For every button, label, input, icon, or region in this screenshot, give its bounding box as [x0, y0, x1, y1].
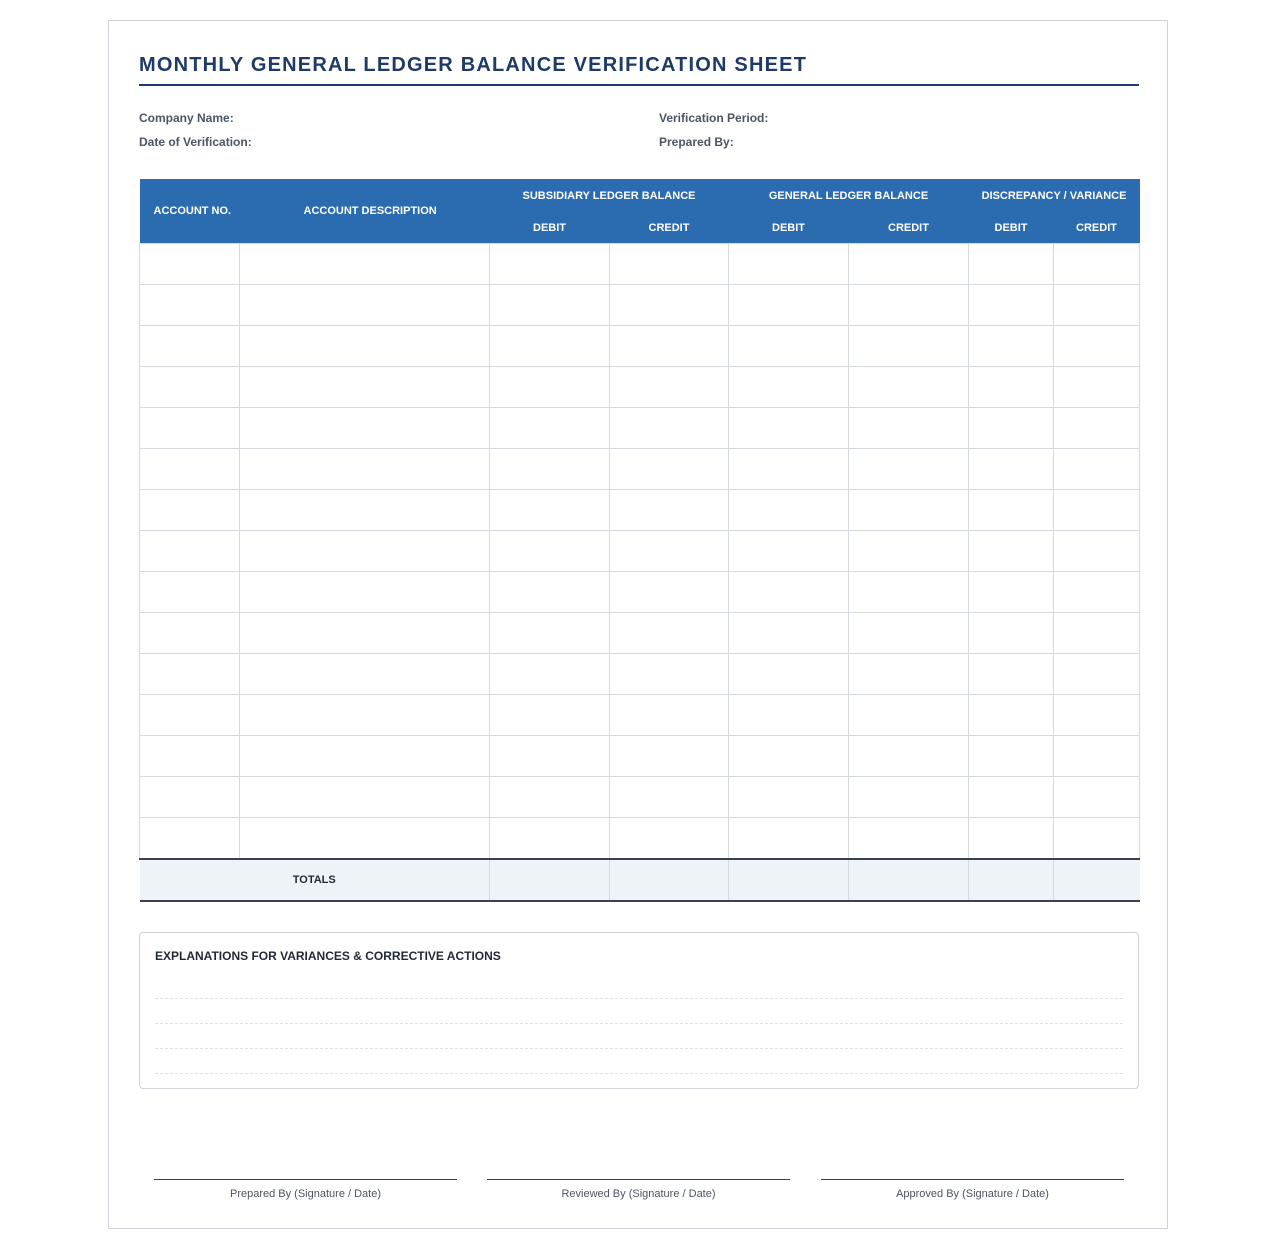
general-debit-cell[interactable]: [729, 449, 849, 490]
general-debit-cell[interactable]: [729, 531, 849, 572]
general-credit-cell[interactable]: [849, 285, 969, 326]
signature-line: [821, 1179, 1124, 1180]
header-discrepancy-debit: DEBIT: [969, 212, 1054, 244]
table-row: [140, 326, 1140, 367]
ledger-body: [140, 244, 1140, 860]
discrepancy-debit-cell[interactable]: [969, 449, 1054, 490]
account-description-cell[interactable]: [240, 285, 490, 326]
company-name-field[interactable]: Company Name:: [139, 111, 234, 125]
discrepancy-debit-cell[interactable]: [969, 531, 1054, 572]
total-subsidiary-debit[interactable]: [490, 859, 610, 901]
general-debit-cell[interactable]: [729, 490, 849, 531]
general-debit-cell[interactable]: [729, 777, 849, 818]
account-no-cell[interactable]: [140, 449, 240, 490]
account-description-cell[interactable]: [240, 654, 490, 695]
header-general-credit: CREDIT: [849, 212, 969, 244]
signature-line: [154, 1179, 457, 1180]
discrepancy-credit-cell[interactable]: [1054, 777, 1140, 818]
subsidiary-credit-cell[interactable]: [610, 408, 729, 449]
account-no-cell[interactable]: [140, 736, 240, 777]
discrepancy-debit-cell[interactable]: [969, 244, 1054, 285]
page-title: MONTHLY GENERAL LEDGER BALANCE VERIFICATION SHEET: [139, 54, 808, 76]
discrepancy-credit-cell[interactable]: [1054, 654, 1140, 695]
general-debit-cell[interactable]: [729, 695, 849, 736]
account-description-cell[interactable]: [240, 613, 490, 654]
total-subsidiary-credit[interactable]: [610, 859, 729, 901]
prepared-signature-label: Prepared By (Signature / Date): [229, 1188, 382, 1200]
explanation-line: [155, 998, 1123, 999]
account-no-cell[interactable]: [140, 531, 240, 572]
table-row: [140, 531, 1140, 572]
total-general-credit[interactable]: [849, 859, 969, 901]
subsidiary-credit-cell[interactable]: [610, 490, 729, 531]
discrepancy-credit-cell[interactable]: [1054, 285, 1140, 326]
subsidiary-debit-cell[interactable]: [490, 326, 610, 367]
table-row: [140, 490, 1140, 531]
account-no-cell[interactable]: [140, 695, 240, 736]
discrepancy-debit-cell[interactable]: [969, 367, 1054, 408]
discrepancy-credit-cell[interactable]: [1054, 490, 1140, 531]
general-credit-cell[interactable]: [849, 736, 969, 777]
account-description-cell[interactable]: [240, 490, 490, 531]
discrepancy-credit-cell[interactable]: [1054, 326, 1140, 367]
header-discrepancy-credit: CREDIT: [1054, 212, 1140, 244]
table-row: [140, 777, 1140, 818]
header-discrepancy-variance: DISCREPANCY / VARIANCE: [969, 179, 1140, 212]
general-debit-cell[interactable]: [729, 285, 849, 326]
discrepancy-debit-cell[interactable]: [969, 613, 1054, 654]
discrepancy-credit-cell[interactable]: [1054, 736, 1140, 777]
subsidiary-credit-cell[interactable]: [610, 531, 729, 572]
table-row: [140, 367, 1140, 408]
discrepancy-credit-cell[interactable]: [1054, 244, 1140, 285]
account-no-cell[interactable]: [140, 818, 240, 860]
subsidiary-credit-cell[interactable]: [610, 572, 729, 613]
general-credit-cell[interactable]: [849, 818, 969, 860]
approved-signature-block[interactable]: [821, 1179, 1124, 1200]
account-no-cell[interactable]: [140, 654, 240, 695]
general-credit-cell[interactable]: [849, 613, 969, 654]
total-discrepancy-debit[interactable]: [969, 859, 1054, 901]
verification-period-field[interactable]: Verification Period:: [659, 111, 769, 125]
account-no-cell[interactable]: [140, 408, 240, 449]
discrepancy-debit-cell[interactable]: [969, 777, 1054, 818]
general-credit-cell[interactable]: [849, 408, 969, 449]
reviewed-signature-label: Reviewed By (Signature / Date): [561, 1188, 716, 1200]
discrepancy-debit-cell[interactable]: [969, 695, 1054, 736]
general-debit-cell[interactable]: [729, 326, 849, 367]
signature-line: [487, 1179, 790, 1180]
general-debit-cell[interactable]: [729, 367, 849, 408]
account-no-cell[interactable]: [140, 777, 240, 818]
subsidiary-debit-cell[interactable]: [490, 695, 610, 736]
subsidiary-credit-cell[interactable]: [610, 326, 729, 367]
subsidiary-debit-cell[interactable]: [490, 244, 610, 285]
subsidiary-debit-cell[interactable]: [490, 777, 610, 818]
general-credit-cell[interactable]: [849, 572, 969, 613]
explanations-box[interactable]: [139, 932, 1139, 1089]
discrepancy-debit-cell[interactable]: [969, 490, 1054, 531]
date-of-verification-field[interactable]: Date of Verification:: [139, 135, 252, 149]
table-row: [140, 818, 1140, 860]
table-row: [140, 613, 1140, 654]
header-general-debit: DEBIT: [729, 212, 849, 244]
approved-signature-label: Approved By (Signature / Date): [896, 1188, 1049, 1200]
table-row: [140, 654, 1140, 695]
subsidiary-debit-cell[interactable]: [490, 654, 610, 695]
general-credit-cell[interactable]: [849, 777, 969, 818]
general-debit-cell[interactable]: [729, 736, 849, 777]
general-credit-cell[interactable]: [849, 654, 969, 695]
subsidiary-credit-cell[interactable]: [610, 654, 729, 695]
discrepancy-debit-cell[interactable]: [969, 572, 1054, 613]
discrepancy-credit-cell[interactable]: [1054, 818, 1140, 860]
discrepancy-credit-cell[interactable]: [1054, 408, 1140, 449]
account-description-cell[interactable]: [240, 531, 490, 572]
general-debit-cell[interactable]: [729, 244, 849, 285]
table-row: [140, 695, 1140, 736]
subsidiary-debit-cell[interactable]: [490, 367, 610, 408]
subsidiary-credit-cell[interactable]: [610, 695, 729, 736]
header-subsidiary-ledger-balance: SUBSIDIARY LEDGER BALANCE: [490, 179, 729, 212]
account-no-cell[interactable]: [140, 285, 240, 326]
general-credit-cell[interactable]: [849, 326, 969, 367]
account-description-cell[interactable]: [240, 326, 490, 367]
discrepancy-debit-cell[interactable]: [969, 818, 1054, 860]
subsidiary-debit-cell[interactable]: [490, 818, 610, 860]
subsidiary-credit-cell[interactable]: [610, 613, 729, 654]
account-no-cell[interactable]: [140, 572, 240, 613]
header-account-no: ACCOUNT NO.: [140, 179, 240, 244]
account-no-cell[interactable]: [140, 244, 240, 285]
subsidiary-credit-cell[interactable]: [610, 736, 729, 777]
title-divider: [139, 84, 1139, 86]
account-description-cell[interactable]: [240, 818, 490, 860]
discrepancy-debit-cell[interactable]: [969, 736, 1054, 777]
account-no-cell[interactable]: [140, 490, 240, 531]
discrepancy-credit-cell[interactable]: [1054, 531, 1140, 572]
ledger-table: [139, 179, 1140, 902]
discrepancy-credit-cell[interactable]: [1054, 695, 1140, 736]
discrepancy-debit-cell[interactable]: [969, 654, 1054, 695]
discrepancy-credit-cell[interactable]: [1054, 367, 1140, 408]
subsidiary-debit-cell[interactable]: [490, 408, 610, 449]
account-description-cell[interactable]: [240, 449, 490, 490]
account-description-cell[interactable]: [240, 736, 490, 777]
subsidiary-debit-cell[interactable]: [490, 531, 610, 572]
prepared-by-field[interactable]: Prepared By:: [659, 135, 734, 149]
subsidiary-credit-cell[interactable]: [610, 777, 729, 818]
table-row: [140, 449, 1140, 490]
header-subsidiary-credit: CREDIT: [610, 212, 729, 244]
general-credit-cell[interactable]: [849, 244, 969, 285]
discrepancy-credit-cell[interactable]: [1054, 449, 1140, 490]
general-debit-cell[interactable]: [729, 572, 849, 613]
general-credit-cell[interactable]: [849, 695, 969, 736]
account-description-cell[interactable]: [240, 572, 490, 613]
total-discrepancy-credit[interactable]: [1054, 859, 1140, 901]
discrepancy-debit-cell[interactable]: [969, 326, 1054, 367]
discrepancy-debit-cell[interactable]: [969, 285, 1054, 326]
subsidiary-debit-cell[interactable]: [490, 490, 610, 531]
subsidiary-debit-cell[interactable]: [490, 449, 610, 490]
account-description-cell[interactable]: [240, 408, 490, 449]
header-subsidiary-debit: DEBIT: [490, 212, 610, 244]
header-general-ledger-balance: GENERAL LEDGER BALANCE: [729, 179, 969, 212]
subsidiary-debit-cell[interactable]: [490, 572, 610, 613]
subsidiary-debit-cell[interactable]: [490, 613, 610, 654]
account-no-cell[interactable]: [140, 613, 240, 654]
header-account-description: ACCOUNT DESCRIPTION: [240, 179, 490, 244]
general-credit-cell[interactable]: [849, 490, 969, 531]
table-row: [140, 285, 1140, 326]
explanation-line: [155, 1048, 1123, 1049]
subsidiary-credit-cell[interactable]: [610, 449, 729, 490]
general-credit-cell[interactable]: [849, 367, 969, 408]
prepared-signature-block[interactable]: [154, 1179, 457, 1200]
subsidiary-credit-cell[interactable]: [610, 244, 729, 285]
table-row: [140, 736, 1140, 777]
explanation-line: [155, 1073, 1123, 1074]
general-debit-cell[interactable]: [729, 408, 849, 449]
general-credit-cell[interactable]: [849, 531, 969, 572]
account-description-cell[interactable]: [240, 367, 490, 408]
total-general-debit[interactable]: [729, 859, 849, 901]
general-credit-cell[interactable]: [849, 449, 969, 490]
table-row: [140, 244, 1140, 285]
account-description-cell[interactable]: [240, 777, 490, 818]
general-debit-cell[interactable]: [729, 613, 849, 654]
totals-row: [140, 859, 1140, 901]
reviewed-signature-block[interactable]: [487, 1179, 790, 1200]
explanation-line: [155, 1023, 1123, 1024]
discrepancy-credit-cell[interactable]: [1054, 572, 1140, 613]
account-description-cell[interactable]: [240, 244, 490, 285]
subsidiary-debit-cell[interactable]: [490, 285, 610, 326]
subsidiary-credit-cell[interactable]: [610, 818, 729, 860]
account-no-cell[interactable]: [140, 367, 240, 408]
general-debit-cell[interactable]: [729, 654, 849, 695]
subsidiary-debit-cell[interactable]: [490, 736, 610, 777]
account-no-cell[interactable]: [140, 326, 240, 367]
subsidiary-credit-cell[interactable]: [610, 285, 729, 326]
subsidiary-credit-cell[interactable]: [610, 367, 729, 408]
general-debit-cell[interactable]: [729, 818, 849, 860]
explanations-title: EXPLANATIONS FOR VARIANCES & CORRECTIVE ACTIONS: [155, 949, 501, 963]
account-description-cell[interactable]: [240, 695, 490, 736]
table-row: [140, 408, 1140, 449]
verification-sheet: [108, 20, 1168, 1229]
discrepancy-debit-cell[interactable]: [969, 408, 1054, 449]
totals-label: TOTALS: [140, 859, 490, 901]
discrepancy-credit-cell[interactable]: [1054, 613, 1140, 654]
table-row: [140, 572, 1140, 613]
